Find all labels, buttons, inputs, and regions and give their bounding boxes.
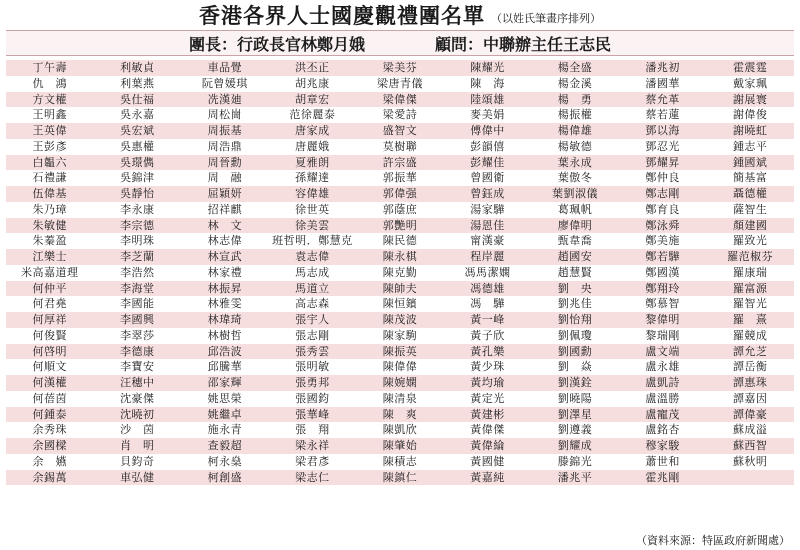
table-row [6, 312, 794, 328]
member-name: 周振基 [181, 123, 269, 139]
member-name: 孫耀達 [269, 170, 357, 186]
member-name: 葛珮帆 [531, 202, 619, 218]
table-row [6, 454, 794, 470]
member-name: 吳靜怡 [94, 186, 182, 202]
member-name: 馮德雄 [444, 281, 532, 297]
member-name: 周松崗 [181, 107, 269, 123]
member-name: 李芝蘭 [94, 249, 182, 265]
member-name: 甄韋喬 [531, 233, 619, 249]
member-table-body [6, 60, 794, 485]
member-name: 謝偉俊 [706, 107, 794, 123]
table-row [6, 139, 794, 155]
table-row [6, 470, 794, 486]
member-name: 周 融 [181, 170, 269, 186]
member-name: 黃建彬 [444, 407, 532, 423]
member-name: 潘兆初 [619, 60, 707, 76]
member-name: 陳克勤 [356, 265, 444, 281]
member-name: 張明敏 [269, 359, 357, 375]
member-name: 黃國健 [444, 454, 532, 470]
member-name: 廖偉明 [531, 218, 619, 234]
member-name: 冼漢廸 [181, 92, 269, 108]
member-name: 譚惠珠 [706, 375, 794, 391]
member-name: 葉劉淑儀 [531, 186, 619, 202]
member-name: 蘇成溢 [706, 422, 794, 438]
table-row [6, 155, 794, 171]
officials-banner [6, 30, 794, 56]
member-name: 梁偉傑 [356, 92, 444, 108]
member-name: 何君堯 [6, 296, 94, 312]
member-name: 郭蔭庶 [356, 202, 444, 218]
table-row [6, 92, 794, 108]
member-name: 馬道立 [269, 281, 357, 297]
member-name: 姚思榮 [181, 391, 269, 407]
member-name: 何俊賢 [6, 328, 94, 344]
member-name: 林瑋琦 [181, 312, 269, 328]
member-name: 黃一峰 [444, 312, 532, 328]
member-name: 沈曉初 [94, 407, 182, 423]
member-name: 蔡允革 [619, 92, 707, 108]
member-name: 鍾志平 [706, 139, 794, 155]
member-name: 丁午壽 [6, 60, 94, 76]
member-name: 張華峰 [269, 407, 357, 423]
member-name: 周晉勳 [181, 155, 269, 171]
member-name: 陳家駒 [356, 328, 444, 344]
member-name: 黃嘉純 [444, 470, 532, 486]
member-name: 彭耀佳 [444, 155, 532, 171]
member-name: 黃孔樂 [444, 344, 532, 360]
table-row [6, 218, 794, 234]
member-name: 吳仕福 [94, 92, 182, 108]
member-name: 容偉雄 [269, 186, 357, 202]
member-name: 羅競成 [706, 328, 794, 344]
member-name: 黃偉綸 [444, 438, 532, 454]
member-name: 郭振華 [356, 170, 444, 186]
member-name: 盧凱詩 [619, 375, 707, 391]
member-name: 陳凱欣 [356, 422, 444, 438]
member-name: 沈豪傑 [94, 391, 182, 407]
source-note: （資料來源：特區政府新聞處） [636, 534, 790, 547]
table-row [6, 107, 794, 123]
member-name: 潘國華 [619, 76, 707, 92]
member-name: 梁志仁 [269, 470, 357, 486]
member-name: 黃偉傑 [444, 422, 532, 438]
member-name: 李國興 [94, 312, 182, 328]
table-row [6, 296, 794, 312]
member-name: 陳民德 [356, 233, 444, 249]
member-name: 薩智生 [706, 202, 794, 218]
member-name: 楊全盛 [531, 60, 619, 76]
member-name: 洪丕正 [269, 60, 357, 76]
member-name: 盛智文 [356, 123, 444, 139]
member-name: 馮 驊 [444, 296, 532, 312]
member-name: 何鍾泰 [6, 407, 94, 423]
member-name: 湯恩佳 [444, 218, 532, 234]
table-row [6, 202, 794, 218]
member-name: 夏雅朗 [269, 155, 357, 171]
member-name: 石禮謙 [6, 170, 94, 186]
member-name: 何順文 [6, 359, 94, 375]
member-name: 何蓓茵 [6, 391, 94, 407]
member-name: 馮馬潔嫻 [444, 265, 532, 281]
member-name: 李永康 [94, 202, 182, 218]
member-name: 楊敏德 [531, 139, 619, 155]
member-name: 郭偉强 [356, 186, 444, 202]
member-name: 彭韻僖 [444, 139, 532, 155]
member-name: 胡兆康 [269, 76, 357, 92]
member-name: 麥美娟 [444, 107, 532, 123]
member-name: 簡基富 [706, 170, 794, 186]
member-name: 許宗盛 [356, 155, 444, 171]
member-name: 唐家成 [269, 123, 357, 139]
member-name: 譚岳衡 [706, 359, 794, 375]
member-name: 車品覺 [181, 60, 269, 76]
member-name: 查毅超 [181, 438, 269, 454]
member-name: 李海堂 [94, 281, 182, 297]
member-name: 梁永祥 [269, 438, 357, 454]
member-name: 葉傲冬 [531, 170, 619, 186]
member-name: 馬志成 [269, 265, 357, 281]
member-name: 仇 鴻 [6, 76, 94, 92]
member-name: 張秀雲 [269, 344, 357, 360]
member-name: 張宇人 [269, 312, 357, 328]
member-name: 湯家驊 [444, 202, 532, 218]
member-name: 張 翔 [269, 422, 357, 438]
member-name: 郭艷明 [356, 218, 444, 234]
member-name: 吳永嘉 [94, 107, 182, 123]
member-name: 霍震霆 [706, 60, 794, 76]
member-name: 高志森 [269, 296, 357, 312]
member-name: 劉曉陽 [531, 391, 619, 407]
member-name: 李國能 [94, 296, 182, 312]
member-name: 陳帥夫 [356, 281, 444, 297]
member-name: 蘇西智 [706, 438, 794, 454]
member-name: 鄭志剛 [619, 186, 707, 202]
member-name: 梁美芬 [356, 60, 444, 76]
member-name: 楊偉雄 [531, 123, 619, 139]
member-name: 朱敏健 [6, 218, 94, 234]
member-name: 黃定光 [444, 391, 532, 407]
member-name: 陳偉偉 [356, 359, 444, 375]
member-name: 盧文端 [619, 344, 707, 360]
member-name: 莫樹聯 [356, 139, 444, 155]
member-name: 何厚祥 [6, 312, 94, 328]
member-name: 張國鈞 [269, 391, 357, 407]
table-row [6, 265, 794, 281]
member-name: 鄭育良 [619, 202, 707, 218]
member-name: 霍兆剛 [619, 470, 707, 486]
member-name: 鄭美施 [619, 233, 707, 249]
member-name: 班哲明．鄭慧克 [269, 233, 357, 249]
delegation-advisor: 顧問：中聯辦主任王志民 [435, 34, 612, 54]
member-name: 滕錦光 [531, 454, 619, 470]
member-name: 蘇秋明 [706, 454, 794, 470]
member-name: 邱浩波 [181, 344, 269, 360]
member-name: 陳清泉 [356, 391, 444, 407]
member-name: 鄭仲良 [619, 170, 707, 186]
member-name: 盧溫勝 [619, 391, 707, 407]
member-name: 袁志偉 [269, 249, 357, 265]
member-name: 李寶安 [94, 359, 182, 375]
member-name: 譚偉豪 [706, 407, 794, 423]
member-name: 余國樑 [6, 438, 94, 454]
member-name: 邵家輝 [181, 375, 269, 391]
member-name: 王明鑫 [6, 107, 94, 123]
member-name: 何漢權 [6, 375, 94, 391]
member-name [706, 470, 794, 486]
member-name: 吳錦津 [94, 170, 182, 186]
member-name: 周浩鼎 [181, 139, 269, 155]
member-name: 林志偉 [181, 233, 269, 249]
member-name: 鄭慕智 [619, 296, 707, 312]
delegation-leader: 團長：行政長官林鄭月娥 [188, 34, 365, 54]
member-name: 黃少珠 [444, 359, 532, 375]
member-name: 阮曾媛琪 [181, 76, 269, 92]
member-name: 羅康瑞 [706, 265, 794, 281]
member-name: 吳璟儁 [94, 155, 182, 171]
member-name: 盧銘杏 [619, 422, 707, 438]
member-name: 林振昇 [181, 281, 269, 297]
member-name: 譚允芝 [706, 344, 794, 360]
member-name: 吳惠權 [94, 139, 182, 155]
member-name: 劉兆佳 [531, 296, 619, 312]
table-row [6, 123, 794, 139]
member-name: 葉永成 [531, 155, 619, 171]
member-name: 陳 海 [444, 76, 532, 92]
member-name: 陳茂波 [356, 312, 444, 328]
member-name: 黃子欣 [444, 328, 532, 344]
member-name: 陳積志 [356, 454, 444, 470]
member-name: 陳振英 [356, 344, 444, 360]
member-name: 程岸麗 [444, 249, 532, 265]
member-name: 邱騰華 [181, 359, 269, 375]
member-name: 利葉燕 [94, 76, 182, 92]
member-name: 楊振權 [531, 107, 619, 123]
member-name: 穆家駿 [619, 438, 707, 454]
member-name: 王彭彥 [6, 139, 94, 155]
member-name: 曾國衛 [444, 170, 532, 186]
member-name: 何啓明 [6, 344, 94, 360]
title-row [6, 0, 794, 30]
member-name: 張志剛 [269, 328, 357, 344]
member-name: 羅范椒芬 [706, 249, 794, 265]
member-name: 何仲平 [6, 281, 94, 297]
member-name: 朱蓁盈 [6, 233, 94, 249]
member-name: 林家禮 [181, 265, 269, 281]
member-name: 劉佩瓊 [531, 328, 619, 344]
member-name: 張勇邦 [269, 375, 357, 391]
member-name: 謝展寰 [706, 92, 794, 108]
member-name: 李浩然 [94, 265, 182, 281]
member-name: 羅 熹 [706, 312, 794, 328]
member-name: 林雅雯 [181, 296, 269, 312]
member-name: 戴家珮 [706, 76, 794, 92]
member-name: 陳永棋 [356, 249, 444, 265]
member-name: 鄭若驊 [619, 249, 707, 265]
table-row [6, 233, 794, 249]
member-name: 鄧忍光 [619, 139, 707, 155]
member-name: 貝鈞奇 [94, 454, 182, 470]
member-name: 余秀珠 [6, 422, 94, 438]
table-row [6, 407, 794, 423]
member-name: 汪穗中 [94, 375, 182, 391]
member-name: 陳肇始 [356, 438, 444, 454]
member-name: 李德康 [94, 344, 182, 360]
member-name: 趙慧賢 [531, 265, 619, 281]
member-name: 曾鈺成 [444, 186, 532, 202]
member-name: 劉澤星 [531, 407, 619, 423]
member-name: 林宣武 [181, 249, 269, 265]
member-name: 屈穎妍 [181, 186, 269, 202]
member-name: 蔡若蓮 [619, 107, 707, 123]
member-name: 陳鎮仁 [356, 470, 444, 486]
member-name: 陳 爽 [356, 407, 444, 423]
table-row [6, 359, 794, 375]
member-name: 黃均瑜 [444, 375, 532, 391]
member-name: 劉怡翔 [531, 312, 619, 328]
member-name: 林 文 [181, 218, 269, 234]
member-name: 白韞六 [6, 155, 94, 171]
table-row [6, 249, 794, 265]
member-name: 鄧耀昇 [619, 155, 707, 171]
member-name: 林樹哲 [181, 328, 269, 344]
member-name: 黎瑞剛 [619, 328, 707, 344]
table-row [6, 281, 794, 297]
member-name: 陳婉嫻 [356, 375, 444, 391]
member-name: 柯永燊 [181, 454, 269, 470]
member-name: 陳恒鑌 [356, 296, 444, 312]
table-row [6, 186, 794, 202]
sort-note: （以姓氏筆畫序排列） [491, 12, 601, 25]
member-name: 趙國安 [531, 249, 619, 265]
member-name: 王英偉 [6, 123, 94, 139]
member-name: 潘兆平 [531, 470, 619, 486]
member-name: 徐美雲 [269, 218, 357, 234]
member-name: 姚繼卓 [181, 407, 269, 423]
member-name: 劉 焱 [531, 359, 619, 375]
member-name: 謝曉虹 [706, 123, 794, 139]
member-name: 黎偉明 [619, 312, 707, 328]
member-name: 梁唐青儀 [356, 76, 444, 92]
member-name: 陸頌雄 [444, 92, 532, 108]
member-name: 車弘健 [94, 470, 182, 486]
member-name: 鄭國漢 [619, 265, 707, 281]
member-name: 朱乃璋 [6, 202, 94, 218]
table-row [6, 375, 794, 391]
member-name: 甯漢豪 [444, 233, 532, 249]
member-name: 羅富源 [706, 281, 794, 297]
member-name: 譚嘉因 [706, 391, 794, 407]
member-name: 鄭泳舜 [619, 218, 707, 234]
member-name: 劉 央 [531, 281, 619, 297]
member-name: 施永青 [181, 422, 269, 438]
member-name: 羅致光 [706, 233, 794, 249]
member-name: 傅偉中 [444, 123, 532, 139]
member-name: 盧永雄 [619, 359, 707, 375]
member-name: 劉耀成 [531, 438, 619, 454]
member-name: 利敏貞 [94, 60, 182, 76]
member-name: 李明珠 [94, 233, 182, 249]
member-name: 梁君彥 [269, 454, 357, 470]
table-row [6, 344, 794, 360]
table-row [6, 60, 794, 76]
member-name: 吳宏斌 [94, 123, 182, 139]
member-name: 柯創盛 [181, 470, 269, 486]
member-name: 范徐麗泰 [269, 107, 357, 123]
member-name: 江樂士 [6, 249, 94, 265]
member-name: 胡章宏 [269, 92, 357, 108]
member-name: 鍾國斌 [706, 155, 794, 171]
member-name: 余 嬿 [6, 454, 94, 470]
member-name: 蕭世和 [619, 454, 707, 470]
table-row [6, 422, 794, 438]
member-name: 伍偉基 [6, 186, 94, 202]
member-name: 梁愛詩 [356, 107, 444, 123]
table-row [6, 76, 794, 92]
member-name: 劉遵義 [531, 422, 619, 438]
member-name: 肖 明 [94, 438, 182, 454]
table-row [6, 170, 794, 186]
member-table [6, 60, 794, 485]
member-name: 沙 茵 [94, 422, 182, 438]
table-row [6, 391, 794, 407]
member-name: 徐世英 [269, 202, 357, 218]
member-name: 楊 勇 [531, 92, 619, 108]
member-name: 劉國勳 [531, 344, 619, 360]
member-name: 羅智光 [706, 296, 794, 312]
member-name: 鄭翔玲 [619, 281, 707, 297]
member-name: 聶德權 [706, 186, 794, 202]
member-name: 鄧以海 [619, 123, 707, 139]
member-name: 唐麗娥 [269, 139, 357, 155]
table-row [6, 438, 794, 454]
member-name: 楊金溪 [531, 76, 619, 92]
member-name: 陳耀光 [444, 60, 532, 76]
member-name: 劉漢銓 [531, 375, 619, 391]
member-name: 顏建國 [706, 218, 794, 234]
member-name: 米高嘉道理 [6, 265, 94, 281]
table-row [6, 328, 794, 344]
page-title: 香港各界人士國慶觀禮團名單 [199, 4, 485, 28]
member-name: 方文權 [6, 92, 94, 108]
member-name: 余錫萬 [6, 470, 94, 486]
member-name: 盧寵茂 [619, 407, 707, 423]
member-name: 李宗德 [94, 218, 182, 234]
member-name: 李翠莎 [94, 328, 182, 344]
member-name: 招祥麒 [181, 202, 269, 218]
